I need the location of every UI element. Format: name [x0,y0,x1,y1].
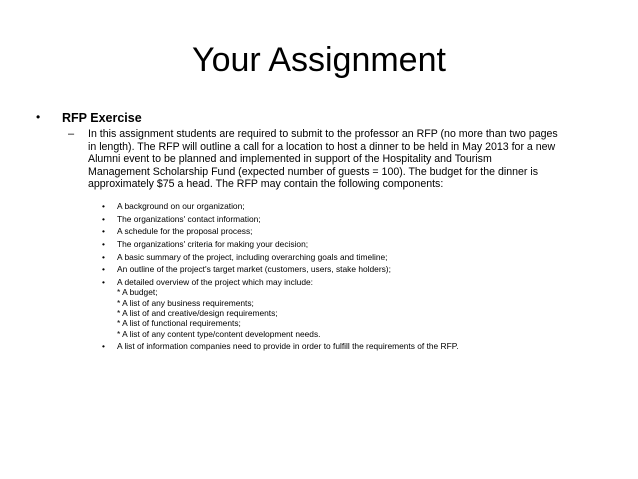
list-item-text: A basic summary of the project, including overarching goals and timeline; [117,251,388,262]
dash-icon: – [68,128,75,140]
bullet-icon: • [102,251,105,262]
bullet-icon: • [102,264,105,275]
bullet-icon: • [102,277,105,288]
slide-title: Your Assignment [192,41,446,79]
list-item-text: The organizations' contact information; [117,213,261,224]
components-list [100,201,600,354]
section-heading: RFP Exercise [62,111,142,125]
list-item [100,341,600,351]
paragraph-line: Management Scholarship Fund (expected number of guests = 100). The budget for the dinner is [88,165,539,178]
paragraph-line: Alumni event to be planned and implemented in support of the Hospitality and Tourism [88,153,492,166]
list-item-text: A schedule for the proposal process; [117,226,253,237]
list-item [100,239,600,249]
list-item-text: An outline of the project's target market (customers, users, stake holders); [117,264,391,275]
description-paragraph [88,128,611,191]
bullet-icon: • [102,341,105,352]
sub-item-text: * A list of and creative/design requirements; [117,308,278,319]
sub-item-text: * A budget; [117,287,158,298]
list-item [100,252,600,262]
list-item-text: A detailed overview of the project which may include: [117,277,313,288]
list-item-text: A list of information companies need to provide in order to fulfill the requirements of the RFP. [117,341,459,352]
list-item [100,226,600,236]
list-item-text: The organizations' criteria for making your decision; [117,239,309,250]
sub-item-text: * A list of any business requirements; [117,297,254,308]
paragraph-line: in length). The RFP will outline a call for a location to host a dinner to be held in May 2013 for a new [88,140,556,153]
list-item-text: A background on our organization; [117,201,245,211]
bullet-icon: • [102,226,105,237]
sub-item-text: * A list of any content type/content development needs. [117,328,321,339]
paragraph-line: In this assignment students are required to submit to the professor an RFP (no more than two pages [88,128,558,140]
bullet-icon: • [36,110,41,124]
bullet-icon: • [102,213,105,224]
bullet-icon: • [102,239,105,250]
list-item-detailed-overview [100,277,600,339]
list-item [100,214,600,224]
bullet-icon: • [102,201,105,211]
list-item [100,264,600,274]
paragraph-line: approximately $75 a head. The RFP may contain the following components: [88,178,444,191]
sub-item-text: * A list of functional requirements; [117,318,241,329]
list-item [100,201,600,211]
